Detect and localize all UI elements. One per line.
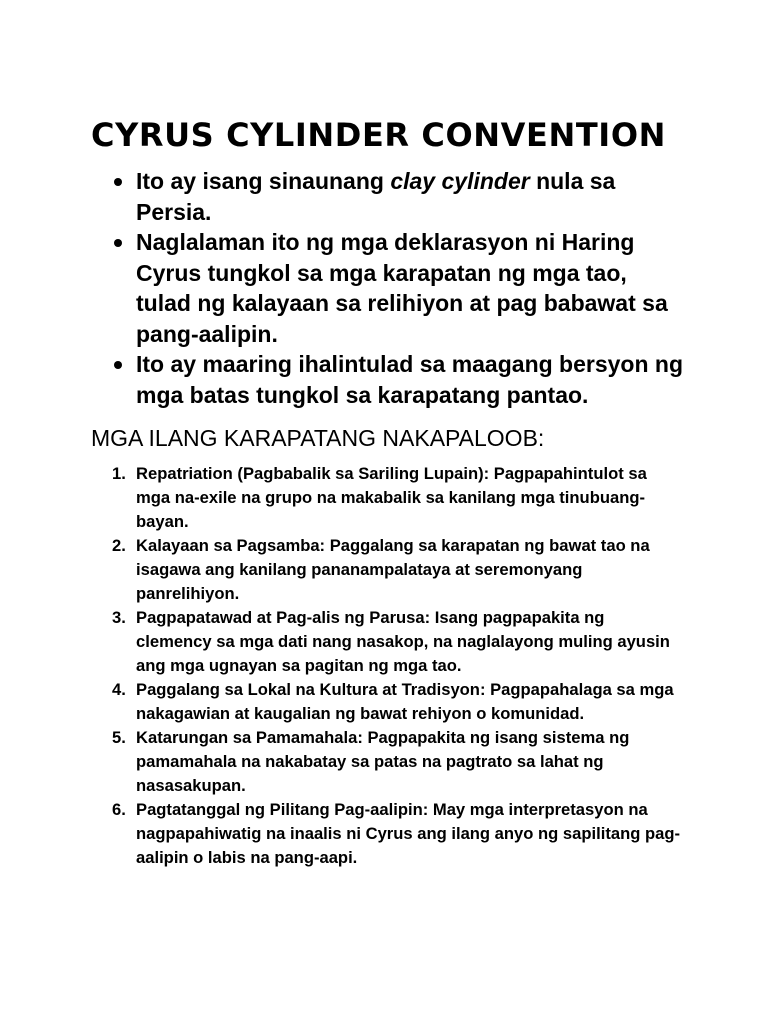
section-heading: MGA ILANG KARAPATANG NAKAPALOOB: — [91, 425, 545, 451]
item-number: 1. — [112, 464, 126, 483]
bullet-item — [136, 349, 684, 410]
item-number: 3. — [112, 608, 126, 627]
bullet-text: Ito ay isang sinaunang — [136, 168, 391, 194]
item-number: 2. — [112, 536, 126, 555]
item-number: 5. — [112, 728, 126, 747]
item-text: Repatriation (Pagbabalik sa Sariling Lupain): Pagpapahintulot sa mga na-exile na grupo na makabalik sa kanilang mga tinubuang-bayan. — [136, 464, 647, 531]
item-number: 6. — [112, 800, 126, 819]
rights-item — [112, 534, 684, 606]
bullet-emphasis: clay cylinder — [390, 168, 530, 194]
item-text: Pagtatanggal ng Pilitang Pag-aalipin: May mga interpretasyon na nagpapahiwatig na inaalis ni Cyrus ang ilang anyo ng sapilitang pag-aalipin o labis na pang-aapi. — [136, 800, 680, 867]
item-text: Katarungan sa Pamamahala: Pagpapakita ng isang sistema ng pamamahala na nakabatay sa patas na pagtrato sa lahat ng nasasakupan. — [136, 728, 630, 795]
item-text: Paggalang sa Lokal na Kultura at Tradisyon: Pagpapahalaga sa mga nakagawian at kaugalian ng bawat rehiyon o komunidad. — [136, 680, 674, 723]
rights-list — [112, 462, 684, 870]
item-text: Kalayaan sa Pagsamba: Paggalang sa karapatan ng bawat tao na isagawa ang kanilang pananampalataya at seremonyang panrelihiyon. — [136, 536, 650, 603]
bullet-text: Ito ay maaring ihalintulad sa maagang bersyon ng mga batas tungkol sa karapatang pantao. — [136, 351, 684, 408]
document-title: CYRUS CYLINDER CONVENTION — [91, 116, 666, 154]
rights-item — [112, 726, 684, 798]
bullet-list — [136, 166, 684, 410]
rights-item — [112, 462, 684, 534]
bullet-text: Naglalaman ito ng mga deklarasyon ni Haring Cyrus tungkol sa mga karapatan ng mga tao, tulad ng kalayaan sa relihiyon at pag babawat sa pang-aalipin. — [136, 229, 668, 347]
rights-item — [112, 678, 684, 726]
bullet-text: nula sa Persia. — [136, 168, 616, 225]
bullet-item — [136, 166, 684, 227]
rights-item — [112, 798, 684, 870]
rights-item — [112, 606, 684, 678]
item-number: 4. — [112, 680, 126, 699]
bullet-item — [136, 227, 684, 349]
item-text: Pagpapatawad at Pag-alis ng Parusa: Isang pagpapakita ng clemency sa mga dati nang nasakop, na naglalayong muling ayusin ang mga ugnayan sa pagitan ng mga tao. — [136, 608, 670, 675]
